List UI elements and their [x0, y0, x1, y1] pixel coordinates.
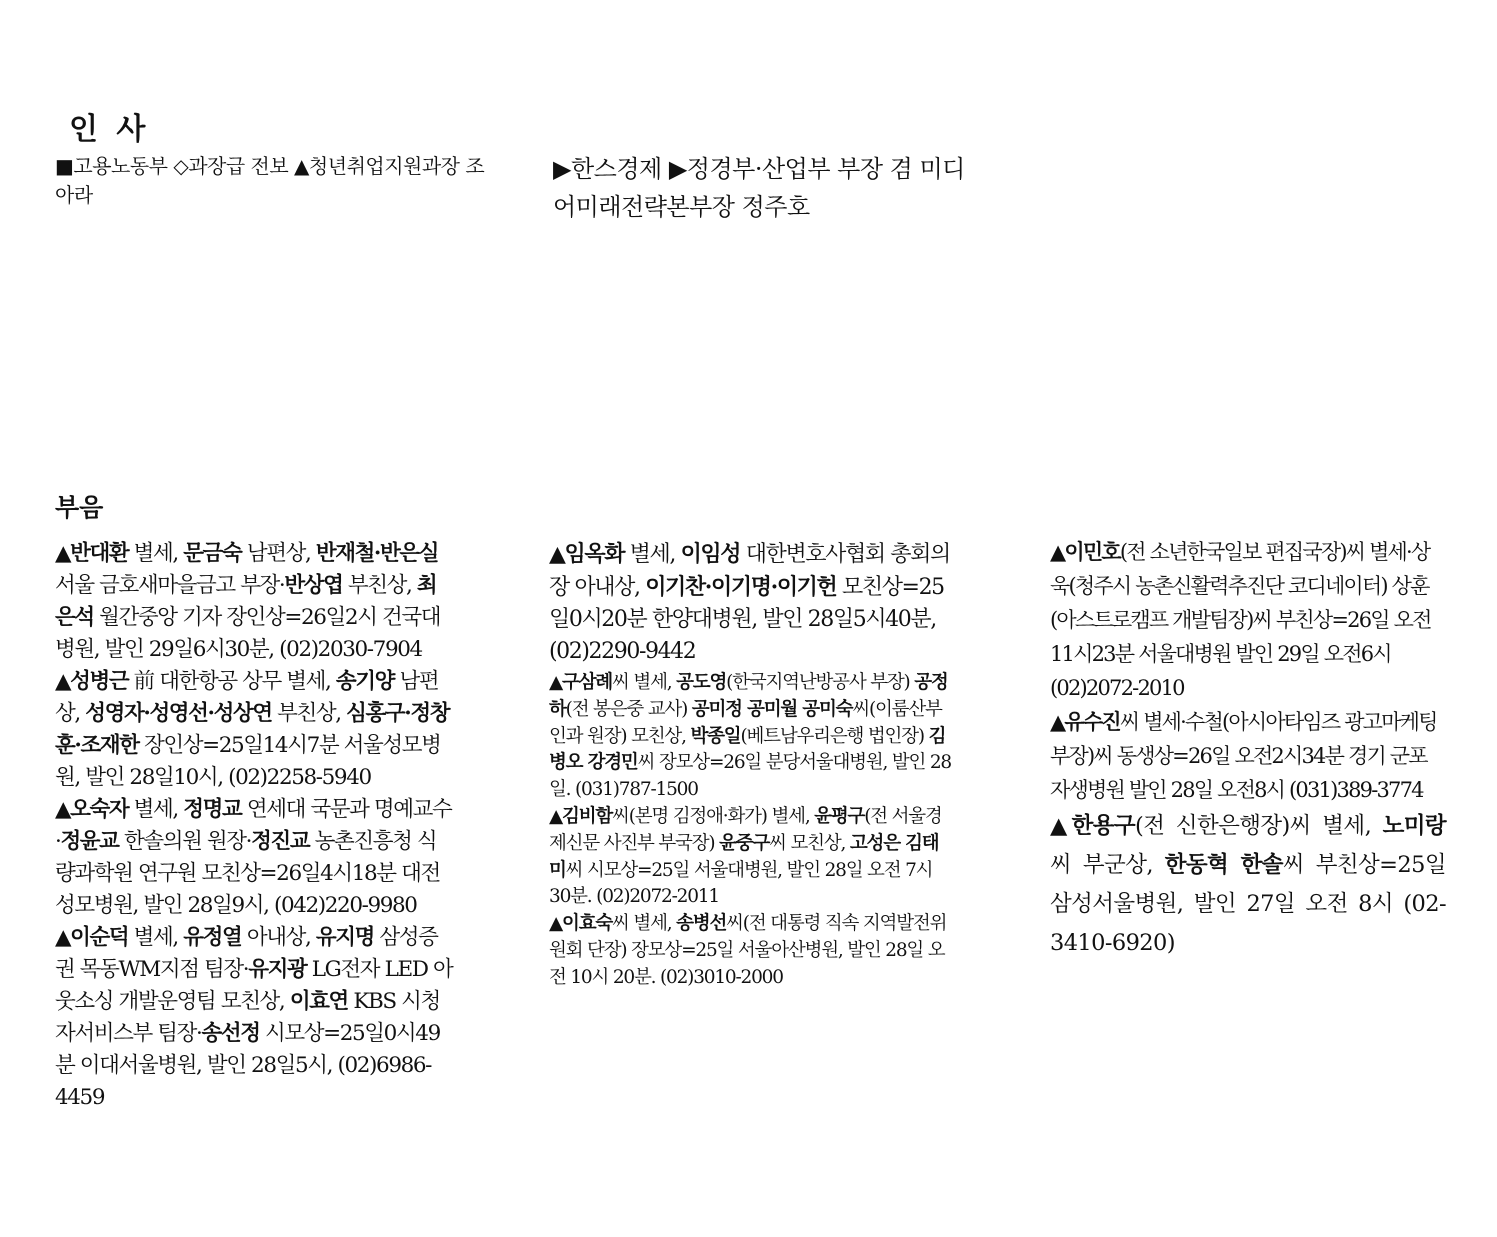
obituary-text: 별세,	[128, 925, 184, 950]
personnel-entry-hans-economy: ▶한스경제 ▶정경부·산업부 부장 겸 미디어미래전략본부장 정주호	[553, 155, 965, 221]
obituary-name: 정명교	[183, 797, 242, 822]
obituary-text: 씨 부군상,	[1050, 852, 1165, 878]
obituary-entry	[55, 794, 455, 922]
personnel-entry-labor-ministry: ■고용노동부 ◇과장급 전보 ▲청년취업지원과장 조아라	[55, 154, 485, 207]
obituary-text: 별세,	[624, 542, 681, 567]
obituary-text: 한솔의원 원장·	[118, 829, 252, 854]
obituary-text: 남편상,	[55, 669, 439, 726]
obituary-name: 노미랑	[1382, 813, 1446, 839]
obituary-text: 모친상=25일0시20분 한양대병원, 발인 28일5시40분, (02)2290-9442	[549, 575, 944, 664]
obituary-text: (전 서울경제신문 사진부 부국장)	[549, 805, 942, 854]
obituary-text: ▲	[55, 541, 71, 566]
obituary-text: 前 대한항공 상무 별세,	[128, 669, 336, 694]
obituary-name: 송선정	[201, 1021, 260, 1046]
obituary-text: ▲	[549, 805, 563, 827]
obituary-text: 부친상,	[271, 701, 347, 726]
obituary-name: 공정하	[549, 672, 948, 720]
obituary-name: 성병근	[70, 669, 129, 694]
obituary-text: 씨 모친상,	[769, 832, 850, 854]
obituary-name: 한용구	[1071, 813, 1136, 839]
obituary-text: 아내상,	[241, 925, 316, 950]
obituary-text: (베트남우리은행 법인장)	[740, 725, 929, 747]
obituary-text: 씨(이룸산부인과 원장) 모친상,	[549, 698, 942, 747]
obituary-entry	[55, 922, 455, 1114]
obituary-text: 씨(전 대통령 직속 지역발전위원회 단장) 장모상=25일 서울아산병원, 발인 28일 오전 10시 20분. (02)3010-2000	[549, 913, 947, 988]
obituary-name: 윤평구	[814, 805, 865, 827]
obituary-name: 유지광	[248, 957, 307, 982]
obituary-name: 윤중구	[719, 832, 770, 854]
obituary-name: 최은석	[55, 573, 437, 630]
obituary-text: 씨 시모상=25일 서울대병원, 발인 28일 오전 7시 30분. (02)2072-2011	[549, 859, 933, 908]
obituary-text: (전 봉은중 교사)	[565, 698, 692, 720]
obituary-entry	[549, 911, 954, 991]
obituary-name: 심홍구·정창훈·조재한	[55, 701, 450, 758]
obituary-text: ▲	[55, 669, 71, 694]
obituary-text: 씨 별세,	[612, 913, 677, 935]
obituary-text: 삼성증권 목동WM지점 팀장·	[55, 925, 438, 982]
obituary-text: ▲	[549, 542, 565, 567]
obituary-entry	[1050, 535, 1446, 705]
obituary-text: 별세,	[128, 541, 184, 566]
obituary-text: 씨 부친상=25일 삼성서울병원, 발인 27일 오전 8시 (02-3410-6920)	[1050, 852, 1446, 956]
obituary-name: 김병오 강경민	[549, 725, 946, 774]
obituary-name: 고성은 김태미	[549, 832, 939, 881]
obituary-entry	[549, 670, 954, 804]
obituary-name: 반상엽	[284, 573, 343, 598]
obituary-name: 공도영	[676, 672, 727, 693]
obituary-name: 성영자·성영선·성상연	[85, 701, 272, 726]
obituary-text: ▲	[1050, 540, 1065, 564]
obituary-text: 부친상,	[342, 573, 417, 598]
obituary-entry	[1050, 705, 1446, 807]
obituary-name: 이민호	[1064, 539, 1120, 564]
obituary-text: ▲	[1050, 813, 1072, 839]
obituary-name: 이기찬·이기명·이기헌	[645, 574, 837, 600]
personnel-section-title: 인 사	[69, 112, 150, 147]
obituary-column-2	[549, 538, 954, 992]
obituary-text: (전 소년한국일보 편집국장)씨 별세·상욱(청주시 농촌신활력추진단 코디네이터) 상훈(아스트로캠프 개발팀장)씨 부친상=26일 오전11시23분 서울대병원 발인 29일 오전6시 (02)2072-2010	[1050, 540, 1431, 700]
obituary-name: 송병선	[676, 913, 727, 935]
obituary-text: ▲	[549, 672, 563, 693]
obituary-text: ▲	[549, 913, 563, 935]
obituary-text: 시모상=25일0시49분 이대서울병원, 발인 28일5시, (02)6986-4459	[55, 1021, 440, 1110]
obituary-text: LG전자 LED 아웃소싱 개발운영팀 모친상,	[55, 957, 453, 1014]
obituary-name: 이효연	[289, 989, 348, 1014]
obituary-text: 월간중앙 기자 장인상=26일2시 건국대병원, 발인 29일6시30분, (02)2030-7904	[55, 605, 441, 662]
obituary-text: ▲	[55, 797, 71, 822]
obituary-text: 연세대 국문과 명예교수·	[55, 797, 452, 854]
obituary-name: 문금숙	[183, 541, 242, 566]
obituary-name: 박종일	[690, 725, 741, 747]
obituary-name: 한동혁 한솔	[1164, 852, 1283, 878]
obituary-name: 임옥화	[564, 541, 625, 567]
obituary-text: (전 신한은행장)씨 별세,	[1135, 813, 1383, 839]
obituary-text: 씨(본명 김정애·화가) 별세,	[612, 805, 815, 827]
obituary-column-3	[1050, 535, 1446, 963]
obituary-entry	[1050, 807, 1446, 963]
obituary-text: 씨 별세·수철(아시아타임즈 광고마케팅부장)씨 동생상=26일 오전2시34분 경기 군포 자생병원 발인 28일 오전8시 (031)389-3774	[1050, 710, 1437, 802]
obituary-name: 송기양	[335, 669, 395, 694]
obituary-name: 반대환	[70, 541, 129, 566]
obituary-text: 장인상=25일14시7분 서울성모병원, 발인 28일10시, (02)2258-5940	[55, 733, 441, 790]
obituary-text: ▲	[1050, 710, 1065, 734]
obituary-name: 김비함	[562, 805, 613, 827]
obituary-name: 반재철·반은실	[315, 541, 439, 566]
obituary-text: KBS 시청자서비스부 팀장·	[55, 989, 440, 1046]
obituary-name: 이순덕	[70, 925, 129, 950]
obituary-name: 유정열	[183, 925, 242, 950]
obituary-text: 남편상,	[241, 541, 316, 566]
obituary-entry	[549, 804, 954, 911]
obituary-name: 구삼례	[562, 672, 613, 693]
obituary-column-1	[55, 538, 455, 1114]
obituary-entry	[55, 666, 455, 794]
obituary-name: 정진교	[251, 829, 310, 854]
obituary-text: 서울 금호새마을금고 부장·	[55, 573, 285, 598]
obituary-section-title: 부음	[55, 493, 104, 522]
obituary-text: 대한변호사협회 총회의장 아내상,	[549, 542, 950, 600]
obituary-entry	[55, 538, 455, 666]
obituary-text: (한국지역난방공사 부장)	[726, 672, 915, 693]
obituary-name: 이효숙	[562, 913, 613, 935]
obituary-text: 씨 장모상=26일 분당서울대병원, 발인 28일. (031)787-1500	[549, 752, 951, 801]
obituary-text: ▲	[55, 925, 71, 950]
obituary-name: 공미정 공미월 공미숙	[691, 698, 853, 720]
obituary-name: 오숙자	[70, 797, 129, 822]
obituary-text: 씨 별세,	[612, 672, 677, 693]
obituary-entry	[549, 538, 954, 668]
obituary-name: 유지명	[315, 925, 374, 950]
obituary-name: 정윤교	[60, 829, 119, 854]
obituary-name: 이임성	[680, 541, 741, 567]
obituary-name: 유수진	[1064, 709, 1120, 734]
obituary-text: 농촌진흥청 식량과학원 연구원 모친상=26일4시18분 대전성모병원, 발인 28일9시, (042)220-9980	[55, 829, 440, 918]
obituary-text: 별세,	[128, 797, 184, 822]
